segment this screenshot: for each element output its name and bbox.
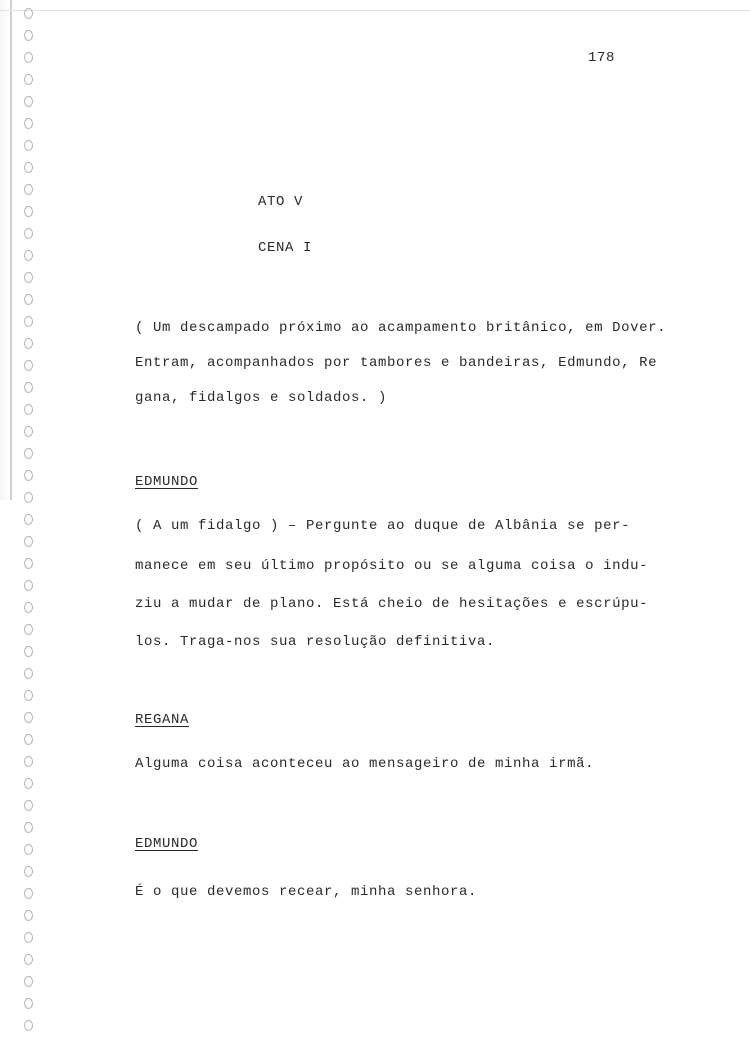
punch-hole bbox=[24, 976, 33, 987]
punch-hole bbox=[24, 932, 33, 943]
punch-hole bbox=[24, 228, 33, 239]
punch-hole bbox=[24, 998, 33, 1009]
speech-line: ziu a mudar de plano. Está cheio de hesitações e escrúpu- bbox=[135, 596, 649, 612]
punch-hole bbox=[24, 602, 33, 613]
punch-hole bbox=[24, 668, 33, 679]
punch-hole bbox=[24, 140, 33, 151]
punch-hole bbox=[24, 712, 33, 723]
punch-hole bbox=[24, 734, 33, 745]
punch-hole bbox=[24, 8, 33, 19]
speaker-name: EDMUNDO bbox=[135, 474, 199, 490]
speech-line: Alguma coisa aconteceu ao mensageiro de minha irmã. bbox=[135, 756, 595, 772]
punch-hole bbox=[24, 404, 33, 415]
stage-direction-line: ( Um descampado próximo ao acampamento britânico, em Dover. bbox=[135, 320, 667, 336]
stage-direction-line: Entram, acompanhados por tambores e bandeiras, Edmundo, Re bbox=[135, 355, 658, 371]
stage-direction-line: gana, fidalgos e soldados. ) bbox=[135, 390, 388, 406]
punch-hole bbox=[24, 624, 33, 635]
speech-line: ( A um fidalgo ) – Pergunte ao duque de Albânia se per- bbox=[135, 518, 631, 534]
punch-hole bbox=[24, 360, 33, 371]
punch-hole bbox=[24, 536, 33, 547]
punch-hole bbox=[24, 646, 33, 657]
punch-hole bbox=[24, 954, 33, 965]
punch-hole bbox=[24, 30, 33, 41]
punch-hole bbox=[24, 580, 33, 591]
punch-holes bbox=[24, 8, 44, 1048]
punch-hole bbox=[24, 756, 33, 767]
punch-hole bbox=[24, 272, 33, 283]
punch-hole bbox=[24, 778, 33, 789]
punch-hole bbox=[24, 96, 33, 107]
punch-hole bbox=[24, 866, 33, 877]
speaker-name: EDMUNDO bbox=[135, 836, 199, 852]
page-top-edge bbox=[0, 10, 750, 11]
punch-hole bbox=[24, 206, 33, 217]
punch-hole bbox=[24, 162, 33, 173]
punch-hole bbox=[24, 888, 33, 899]
punch-hole bbox=[24, 118, 33, 129]
act-heading: ATO V bbox=[258, 194, 304, 210]
speech-line: manece em seu último propósito ou se alguma coisa o indu- bbox=[135, 558, 649, 574]
punch-hole bbox=[24, 184, 33, 195]
punch-hole bbox=[24, 294, 33, 305]
punch-hole bbox=[24, 1020, 33, 1031]
speech-line: É o que devemos recear, minha senhora. bbox=[135, 884, 478, 900]
punch-hole bbox=[24, 426, 33, 437]
punch-hole bbox=[24, 74, 33, 85]
punch-hole bbox=[24, 52, 33, 63]
punch-hole bbox=[24, 822, 33, 833]
punch-hole bbox=[24, 250, 33, 261]
punch-hole bbox=[24, 382, 33, 393]
page-number: 178 bbox=[588, 50, 616, 66]
punch-hole bbox=[24, 910, 33, 921]
punch-hole bbox=[24, 316, 33, 327]
speech-line: los. Traga-nos sua resolução definitiva. bbox=[135, 634, 496, 650]
punch-hole bbox=[24, 448, 33, 459]
punch-hole bbox=[24, 558, 33, 569]
punch-hole bbox=[24, 470, 33, 481]
binding-edge bbox=[0, 0, 12, 500]
punch-hole bbox=[24, 338, 33, 349]
punch-hole bbox=[24, 492, 33, 503]
punch-hole bbox=[24, 690, 33, 701]
scene-heading: CENA I bbox=[258, 240, 313, 256]
speaker-name: REGANA bbox=[135, 712, 190, 728]
punch-hole bbox=[24, 800, 33, 811]
punch-hole bbox=[24, 514, 33, 525]
punch-hole bbox=[24, 844, 33, 855]
